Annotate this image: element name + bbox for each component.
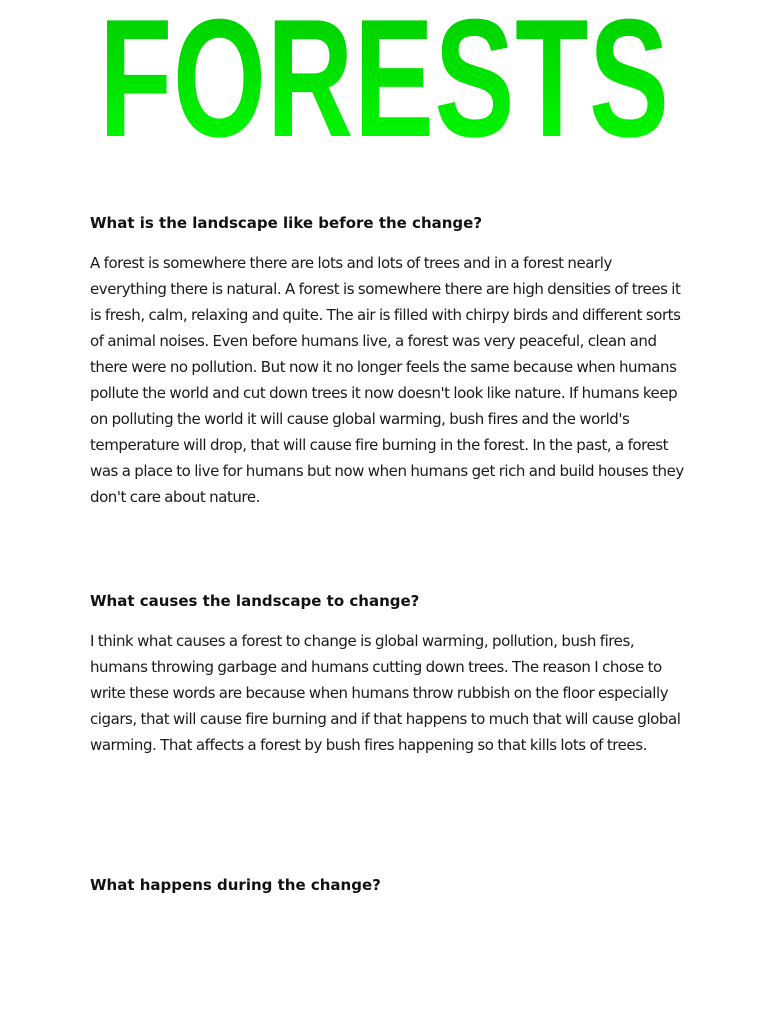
title-text: FORESTS <box>99 6 670 146</box>
answer-paragraph: A forest is somewhere there are lots and lots of trees and in a forest nearly everything there is natural. A forest is somewhere there are high densities of trees it is fresh, calm, relaxing and quite. The air is filled with chirpy birds and different sorts of animal noises. Even before humans live, a forest was very peaceful, clean and there were no pollution. But now it no longer feels the same because when humans pollute the world and cut down trees it now doesn't look like nature. If humans keep on polluting the world it will cause global warming, bush fires and the world's temperature will drop, that will cause fire burning in the forest. In the past, a forest was a place to live for humans but now when humans get rich and build houses they don't care about nature. <box>90 254 684 506</box>
question-heading: What causes the landscape to change? <box>90 592 420 610</box>
page-title <box>0 6 768 146</box>
answer-paragraph: I think what causes a forest to change is global warming, pollution, bush fires, humans throwing garbage and humans cutting down trees. The reason I chose to write these words are because when humans throw rubbish on the floor especially cigars, that will cause fire burning and if that happens to much that will cause global warming. That affects a forest by bush fires happening so that kills lots of trees. <box>90 632 681 754</box>
question-heading: What happens during the change? <box>90 876 381 894</box>
question-heading: What is the landscape like before the change? <box>90 214 483 232</box>
section-before-change <box>90 212 690 510</box>
title-wordart <box>0 6 768 146</box>
section-causes-change <box>90 590 690 758</box>
section-during-change <box>90 874 690 912</box>
